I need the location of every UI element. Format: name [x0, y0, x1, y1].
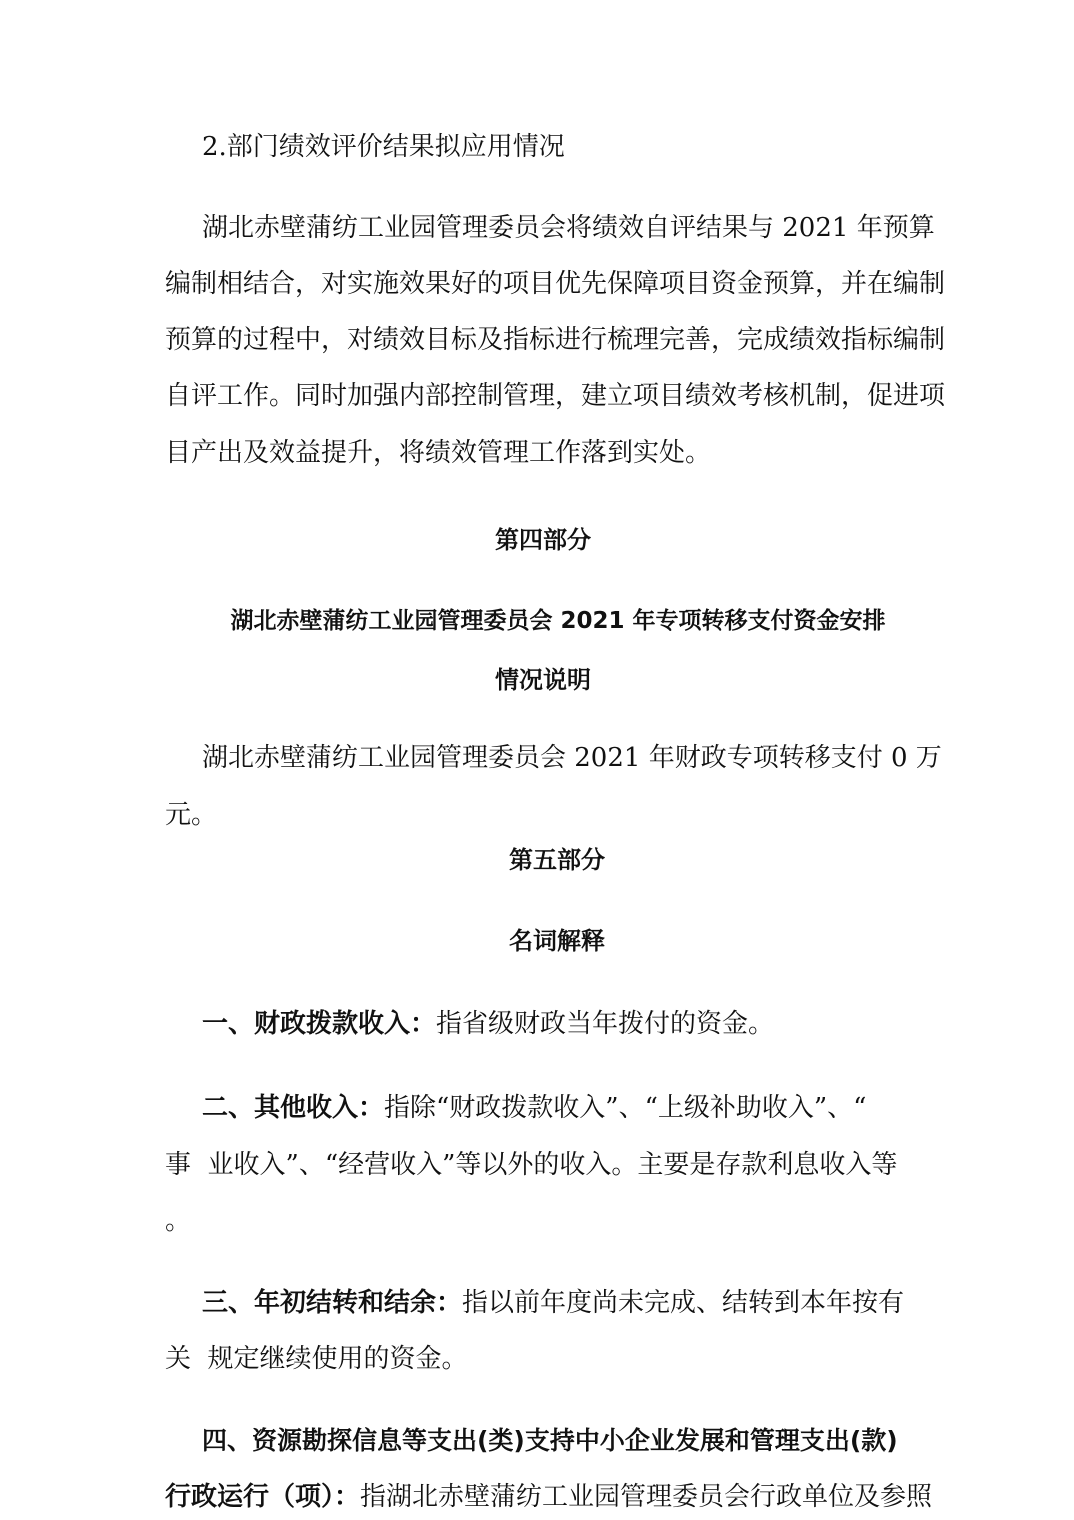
term-label: 一、财政拨款收入：: [202, 1009, 437, 1039]
part-four-heading: 第四部分: [495, 526, 591, 554]
paragraph-line: 。: [165, 1206, 192, 1236]
paragraph-line: 自评工作。同时加强内部控制管理，建立项目绩效考核机制，促进项: [165, 381, 946, 411]
paragraph-line: 事 业收入”、“经营收入”等以外的收入。主要是存款利息收入等: [165, 1150, 898, 1180]
term-definition: 指除“财政拨款收入”、“上级补助收入”、“: [384, 1093, 867, 1123]
part-four-title-line-1: 湖北赤壁蒲纺工业园管理委员会 2021 年专项转移支付资金安排: [230, 608, 886, 634]
section-heading: 2.部门绩效评价结果拟应用情况: [202, 132, 565, 162]
paragraph-line: 编制相结合，对实施效果好的项目优先保障项目资金预算，并在编制: [165, 269, 946, 299]
term-label: 行政运行（项）：: [165, 1482, 361, 1512]
part-five-heading: 第五部分: [509, 846, 605, 874]
part-five-subheading: 名词解释: [509, 927, 605, 955]
paragraph-line: 目产出及效益提升，将绩效管理工作落到实处。: [165, 438, 712, 468]
term-entry: [202, 1092, 866, 1124]
term-definition: 指湖北赤壁蒲纺工业园管理委员会行政单位及参照: [360, 1482, 933, 1512]
term-definition: 指以前年度尚未完成、结转到本年按有: [462, 1288, 905, 1318]
term-definition: 指省级财政当年拨付的资金。: [436, 1009, 775, 1039]
paragraph-line: 湖北赤壁蒲纺工业园管理委员会 2021 年财政专项转移支付 0 万: [202, 743, 942, 773]
paragraph-line: 关 规定继续使用的资金。: [165, 1344, 468, 1374]
term-label: 四、资源勘探信息等支出(类)支持中小企业发展和管理支出(款): [202, 1426, 898, 1455]
paragraph-line: 元。: [165, 800, 218, 830]
paragraph-line: 预算的过程中，对绩效目标及指标进行梳理完善，完成绩效指标编制: [165, 325, 946, 355]
term-entry: [202, 1287, 904, 1319]
term-entry: [202, 1008, 774, 1040]
term-entry: [165, 1481, 932, 1513]
term-label: 二、其他收入：: [202, 1093, 385, 1123]
part-four-title-line-2: 情况说明: [495, 666, 591, 694]
term-label: 三、年初结转和结余：: [202, 1288, 463, 1318]
paragraph-line: 湖北赤壁蒲纺工业园管理委员会将绩效自评结果与 2021 年预算: [202, 213, 935, 243]
